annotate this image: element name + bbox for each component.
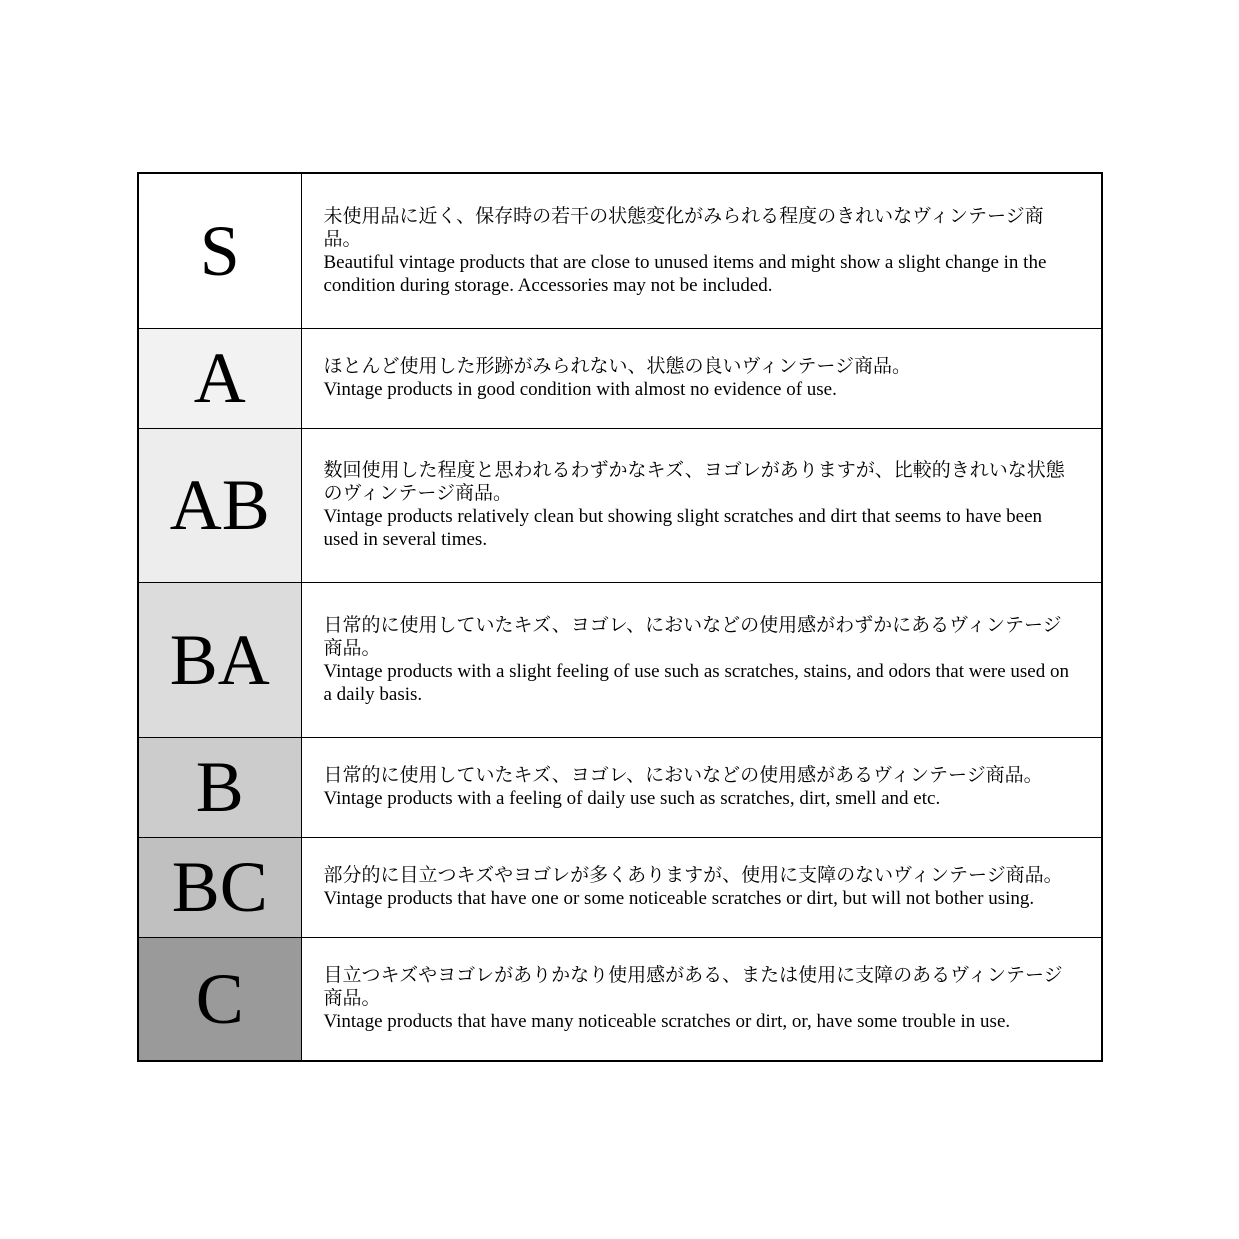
grade-description-cell	[301, 428, 1102, 583]
grade-cell	[138, 937, 301, 1061]
grade-row-ab	[138, 428, 1102, 583]
grade-description-cell	[301, 837, 1102, 937]
grade-description-cell	[301, 328, 1102, 428]
grade-letter: A	[193, 338, 246, 419]
grade-letter: S	[199, 210, 240, 291]
grade-cell	[138, 583, 301, 738]
grade-description-japanese: 日常的に使用していたキズ、ヨゴレ、においなどの使用感がわずかにあるヴィンテージ商品。	[323, 615, 1062, 660]
grade-description-japanese: 未使用品に近く、保存時の若干の状態変化がみられる程度のきれいなヴィンテージ商品。	[323, 205, 1044, 250]
grade-row-ba	[138, 583, 1102, 738]
grade-description-cell	[301, 937, 1102, 1061]
grade-description-english: Beautiful vintage products that are close to unused items and might show a slight change in the condition during storage. Accessories may not be included.	[323, 251, 1047, 296]
grade-row-s	[138, 173, 1102, 328]
grade-description-cell	[301, 173, 1102, 328]
grade-letter: BC	[171, 847, 268, 928]
grade-description-japanese: ほとんど使用した形跡がみられない、状態の良いヴィンテージ商品。	[323, 356, 911, 378]
grade-description-english: Vintage products relatively clean but showing slight scratches and dirt that seems to have been used in several times.	[323, 506, 1043, 551]
grade-description-japanese: 数回使用した程度と思われるわずかなキズ、ヨゴレがありますが、比較的きれいな状態のヴィンテージ商品。	[323, 460, 1065, 505]
grade-description-english: Vintage products with a feeling of daily use such as scratches, dirt, smell and etc.	[323, 788, 941, 810]
grade-row-c	[138, 937, 1102, 1061]
grade-row-a	[138, 328, 1102, 428]
grade-description-cell	[301, 737, 1102, 837]
grade-row-b	[138, 737, 1102, 837]
condition-grade-table	[137, 172, 1103, 1062]
grade-description-english: Vintage products that have many noticeable scratches or dirt, or, have some trouble in use.	[323, 1011, 1011, 1033]
grade-description-english: Vintage products that have one or some noticeable scratches or dirt, but will not bother using.	[323, 888, 1035, 910]
grade-cell	[138, 173, 301, 328]
grade-description-english: Vintage products with a slight feeling of use such as scratches, stains, and odors that were used on a daily basis.	[323, 661, 1069, 706]
grade-letter: AB	[169, 465, 270, 546]
grade-description-japanese: 日常的に使用していたキズ、ヨゴレ、においなどの使用感があるヴィンテージ商品。	[323, 765, 1043, 787]
grade-letter: BA	[169, 620, 270, 701]
grade-description-cell	[301, 583, 1102, 738]
grade-description-japanese: 部分的に目立つキズやヨゴレが多くありますが、使用に支障のないヴィンテージ商品。	[323, 865, 1063, 887]
grade-description-japanese: 目立つキズやヨゴレがありかなり使用感がある、または使用に支障のあるヴィンテージ商品。	[323, 965, 1063, 1010]
grade-description-english: Vintage products in good condition with almost no evidence of use.	[323, 379, 837, 401]
grade-cell	[138, 837, 301, 937]
grade-cell	[138, 328, 301, 428]
grade-row-bc	[138, 837, 1102, 937]
grade-letter: B	[195, 747, 244, 828]
grade-letter: C	[195, 958, 244, 1039]
grade-cell	[138, 428, 301, 583]
grade-cell	[138, 737, 301, 837]
